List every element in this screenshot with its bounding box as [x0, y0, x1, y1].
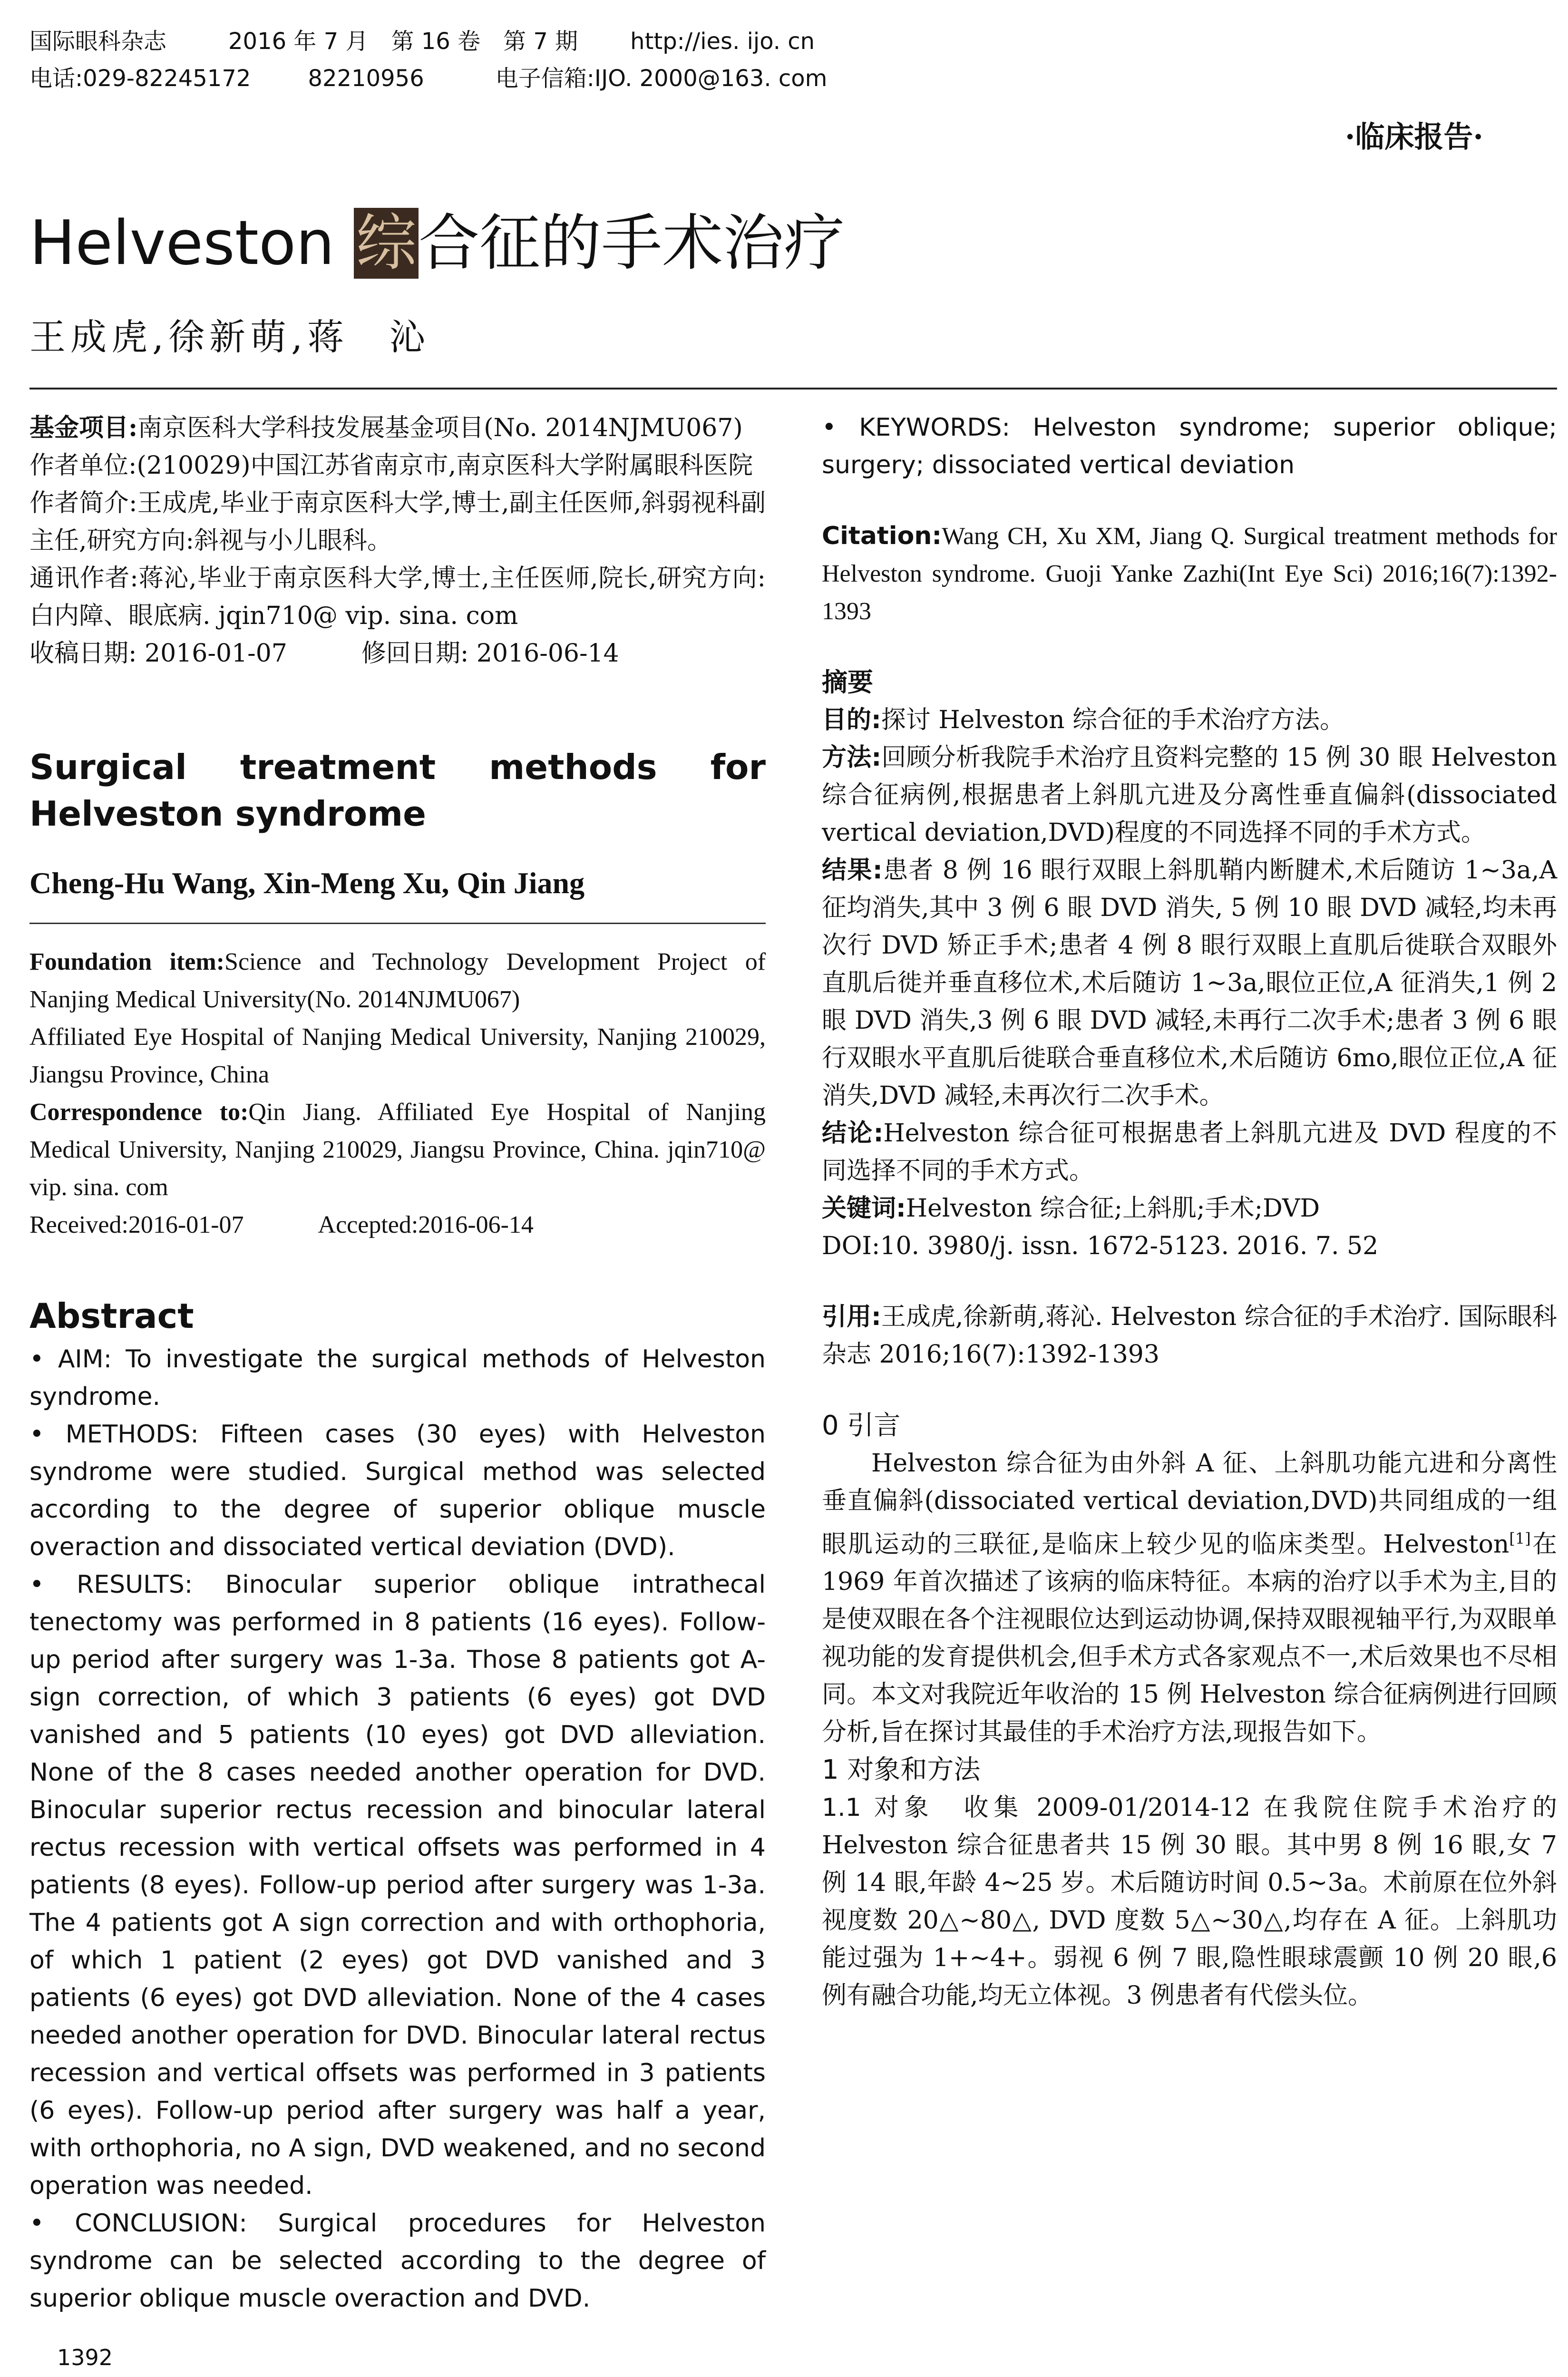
corr-label: 通讯作者: — [29, 564, 138, 593]
zh-results-label: 结果: — [822, 856, 883, 885]
bio-label: 作者简介: — [29, 489, 137, 517]
zh-keywords-text: Helveston 综合征;上斜肌;手术;DVD — [906, 1194, 1320, 1223]
journal-url[interactable]: http://ies. ijo. cn — [630, 28, 815, 55]
authors-cn: 王成虎,徐新萌,蒋 沁 — [29, 316, 430, 358]
journal-header — [29, 23, 1551, 97]
correspondence — [29, 1093, 766, 1206]
citation-label: Citation: — [822, 522, 942, 550]
email[interactable]: 电子信箱:IJO. 2000@163. com — [495, 65, 828, 92]
received-en: Received:2016-01-07 Accepted:2016-06-14 — [29, 1211, 534, 1238]
english-title-line-2: Helveston syndrome — [29, 794, 427, 834]
abstract-conclusion: • CONCLUSION: Surgical procedures for Helveston syndrome can be selected according to the degree of superior oblique muscle overaction and DVD. — [29, 2209, 766, 2313]
header-line-1 — [29, 23, 1551, 60]
intro-text-a: Helveston 综合征为由外斜 A 征、上斜肌功能亢进和分离性垂直偏斜(dissociated vertical deviation,DVD)共同组成的一组眼肌运动的三联征,是临床上较少见的临床类型。Helveston — [822, 1449, 1557, 1559]
methods-paragraph — [822, 1789, 1557, 2015]
correspondence-text: Qin Jiang. Affiliated Eye Hospital of Nanjing Medical University, Nanjing 210029, Jiangsu Province, China. jqin710@ vip. sina. com — [29, 1099, 766, 1201]
fund-text: 南京医科大学科技发展基金项目(No. 2014NJMU067) — [137, 414, 743, 442]
methods-heading: 1 对象和方法 — [822, 1754, 981, 1786]
foundation-label: Foundation item: — [29, 948, 225, 975]
corr-info — [29, 560, 766, 635]
title-post: 合征的手术治疗 — [419, 208, 845, 279]
intro-heading: 0 引言 — [822, 1410, 901, 1441]
methods-sub-label: 1.1 对象 — [822, 1793, 934, 1822]
english-title — [29, 744, 766, 837]
left-column — [29, 409, 766, 2318]
page-title — [29, 194, 845, 282]
zh-conclusion — [822, 1115, 1557, 1190]
section-tag: ·临床报告· — [1344, 119, 1483, 154]
top-rule — [29, 388, 1557, 390]
zh-methods-label: 方法: — [822, 743, 882, 772]
page-number: 1392 — [57, 2345, 113, 2370]
right-column — [822, 409, 1557, 2015]
zh-keywords — [822, 1190, 1557, 1227]
issue-info: 2016 年 7 月 第 16 卷 第 7 期 — [228, 28, 578, 55]
citation-text: Wang CH, Xu XM, Jiang Q. Surgical treatment methods for Helveston syndrome. Guoji Yanke Zazhi(Int Eye Sci) 2016;16(7):1392-1393 — [822, 523, 1557, 625]
bio-text: 王成虎,毕业于南京医科大学,博士,副主任医师,斜弱视科副主任,研究方向:斜视与小儿眼科。 — [29, 489, 766, 555]
zh-abstract-heading: 摘要 — [822, 667, 873, 697]
zh-aim — [822, 701, 1557, 739]
correspondence-label: Correspondence to: — [29, 1099, 249, 1126]
header-line-2 — [29, 60, 1551, 97]
unit-info — [29, 447, 766, 485]
fund-info — [29, 409, 766, 447]
phone: 电话:029-82245172 — [29, 65, 251, 92]
methods-text: 收集 2009-01/2014-12 在我院住院手术治疗的 Helveston 综合征患者共 15 例 30 眼。其中男 8 例 16 眼,女 7 例 14 眼,年龄 4~25 岁。术后随访时间 0.5~3a。术前原在位外斜视度数 20△~80△, DVD 度数 5△~30△,均存在 A 征。上斜肌功能过强为 1+~4+。弱视 6 例 7 眼,隐性眼球震颤 10 例 20 眼,6 例有融合功能,均无立体视。3 例患者有代偿头位。 — [822, 1793, 1557, 2010]
reference-marker[interactable]: [1] — [1509, 1529, 1531, 1548]
zh-aim-text: 探讨 Helveston 综合征的手术治疗方法。 — [881, 706, 1345, 734]
abstract-results: • RESULTS: Binocular superior oblique intrathecal tenectomy was performed in 8 patients (16 eyes). Follow-up period after surgery was 1-3a. Those 8 patients got A-sign correction, of which 3 patients (6 eyes) got DVD vanished and 5 patients (10 eyes) got DVD alleviation. None of the 8 cases needed another operation for DVD. Binocular superior rectus recession and binocular lateral rectus recession with vertical offsets was performed in 4 patients (8 eyes). Follow-up period after surgery was 1-3a. The 4 patients got A sign correction and with orthophoria, of which 1 patient (2 eyes) got DVD vanished and 3 patients (6 eyes) got DVD alleviation. None of the 4 cases needed another operation for DVD. Binocular lateral rectus recession and vertical offsets was performed in 3 patients (6 eyes). Follow-up period after surgery was half a year, with orthophoria, no A sign, DVD weakened, and no second operation was needed. — [29, 1570, 766, 2200]
title-marked-char: 综 — [354, 208, 419, 279]
received-cn: 收稿日期: 2016-01-07 修回日期: 2016-06-14 — [29, 639, 619, 668]
foundation-item — [29, 943, 766, 1018]
cite-cn — [822, 1298, 1557, 1374]
corr-text: 蒋沁,毕业于南京医科大学,博士,主任医师,院长,研究方向:白内障、眼底病. jqin710@ vip. sina. com — [29, 564, 766, 630]
foundation-text: Science and Technology Development Project of Nanjing Medical University(No. 2014NJMU067) — [29, 948, 766, 1013]
abstract-keywords: • KEYWORDS: Helveston syndrome; superior oblique; surgery; dissociated vertical deviation — [822, 413, 1557, 479]
bio-info — [29, 485, 766, 560]
title-pre: Helveston — [29, 208, 354, 279]
cite-cn-text: 王成虎,徐新萌,蒋沁. Helveston 综合征的手术治疗. 国际眼科杂志 2016;16(7):1392-1393 — [822, 1303, 1557, 1369]
cite-cn-label: 引用: — [822, 1303, 881, 1331]
zh-conclusion-text: Helveston 综合征可根据患者上斜肌亢进及 DVD 程度的不同选择不同的手术方式。 — [822, 1119, 1557, 1185]
english-authors: Cheng-Hu Wang, Xin-Meng Xu, Qin Jiang — [29, 866, 585, 900]
abstract-aim: • AIM: To investigate the surgical methods of Helveston syndrome. — [29, 1345, 766, 1411]
phone-2: 82210956 — [308, 65, 424, 92]
unit-text: (210029)中国江苏省南京市,南京医科大学附属眼科医院 — [136, 451, 753, 480]
abstract-heading: Abstract — [29, 1296, 194, 1336]
intro-paragraph — [822, 1445, 1557, 1751]
citation — [822, 517, 1557, 630]
doi[interactable]: DOI:10. 3980/j. issn. 1672-5123. 2016. 7. 52 — [822, 1232, 1379, 1260]
abstract-methods: • METHODS: Fifteen cases (30 eyes) with Helveston syndrome were studied. Surgical method was selected according to the degree of superior oblique muscle overaction and dissociated vertical deviation (DVD). — [29, 1420, 766, 1561]
journal-name: 国际眼科杂志 — [29, 28, 167, 55]
zh-aim-label: 目的: — [822, 706, 881, 734]
zh-results-text: 患者 8 例 16 眼行双眼上斜肌鞘内断腱术,术后随访 1~3a,A 征均消失,其中 3 例 6 眼 DVD 消失, 5 例 10 眼 DVD 减轻,均未再次行 DVD 矫正手术;患者 4 例 8 眼行双眼上直肌后徙联合双眼外直肌后徙并垂直移位术,术后随访 1~3a,眼位正位,A 征消失,1 例 2 眼 DVD 消失,3 例 6 眼 DVD 减轻,未再行二次手术;患者 3 例 6 眼行双眼水平直肌后徙联合垂直移位术,术后随访 6mo,眼位正位,A 征消失,DVD 减轻,未再次行二次手术。 — [822, 856, 1557, 1110]
zh-methods-text: 回顾分析我院手术治疗且资料完整的 15 例 30 眼 Helveston 综合征病例,根据患者上斜肌亢进及分离性垂直偏斜(dissociated vertical deviation,DVD)程度的不同选择不同的手术方式。 — [822, 743, 1558, 847]
zh-conclusion-label: 结论: — [822, 1119, 884, 1148]
affiliation: Affiliated Eye Hospital of Nanjing Medical University, Nanjing 210029, Jiangsu Province, China — [29, 1023, 766, 1088]
divider — [29, 923, 766, 924]
unit-label: 作者单位: — [29, 451, 137, 480]
zh-methods — [822, 739, 1557, 852]
zh-keywords-label: 关键词: — [822, 1194, 906, 1223]
zh-results — [822, 852, 1557, 1115]
fund-label: 基金项目: — [29, 413, 138, 442]
english-title-line-1: Surgical treatment methods for — [29, 747, 766, 787]
intro-text-b: 在 1969 年首次描述了该病的临床特征。本病的治疗以手术为主,目的是使双眼在各个注视眼位达到运动协调,保持双眼视轴平行,为双眼单视功能的发育提供机会,但手术方式各家观点不一,术后效果也不尽相同。本文对我院近年收治的 15 例 Helveston 综合征病例进行回顾分析,旨在探讨其最佳的手术治疗方法,现报告如下。 — [822, 1530, 1557, 1747]
